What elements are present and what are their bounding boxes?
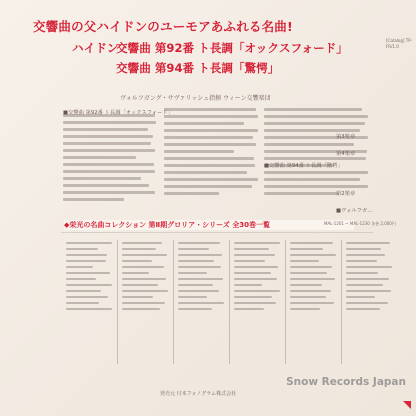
list-divider [341, 240, 342, 364]
series-list-column-4 [234, 242, 282, 362]
section-head-symphony-94: ■交響曲 第94番 ト長調「驚愕」 [264, 163, 343, 169]
section-head-extra: ■ヴォルフガ... [336, 208, 373, 214]
composer-name: ハイドン [72, 41, 119, 55]
catalog-code: [Catalog] TP-FR/1.0 [386, 38, 412, 49]
series-list-subtitle: MAL-1201 ~ MAL-1230 各巻 2,000円 [324, 221, 396, 226]
list-divider [117, 240, 118, 364]
series-list-title: ◆栄光の名曲コレクション 第Ⅱ期グロリア・シリーズ 全30巻一覧 [64, 221, 270, 229]
section-head-4th-mvt: 第4楽章 [336, 151, 356, 157]
corner-mark-icon [403, 401, 411, 409]
list-divider [173, 240, 174, 364]
series-list-column-5 [290, 242, 338, 362]
series-list-column-6 [346, 242, 394, 362]
performer-credit: ヴォルフガング・サヴァリッシュ指揮 ウィーン交響楽団 [120, 95, 271, 102]
series-list-column-1 [66, 242, 114, 362]
left-column-head: ■交響曲 第92番 ト長調「オックスフォード」 [63, 110, 173, 116]
section-head-3rd-mvt: 第3楽章 [336, 134, 356, 140]
left-column-text [63, 114, 158, 210]
work-title-2: 交響曲 第94番 ト長調「驚愕」 [116, 61, 280, 75]
headline: 交響曲の父ハイドンのユーモアあふれる名曲! [33, 19, 293, 34]
watermark: Snow Records Japan [286, 376, 406, 388]
section-head-2: 第2楽章 [336, 191, 356, 197]
series-list-column-2 [122, 242, 170, 362]
distributor-credit: 発売元 日本フォノグラム株式会社 [160, 391, 237, 397]
middle-column-text [164, 108, 259, 212]
work-title-1: 交響曲 第92番 ト長調「オックスフォード」 [116, 41, 348, 55]
list-divider [229, 240, 230, 364]
list-divider [285, 240, 286, 364]
series-list-column-3 [178, 242, 226, 362]
list-top-rule [61, 232, 373, 233]
series-list-header [64, 220, 354, 230]
